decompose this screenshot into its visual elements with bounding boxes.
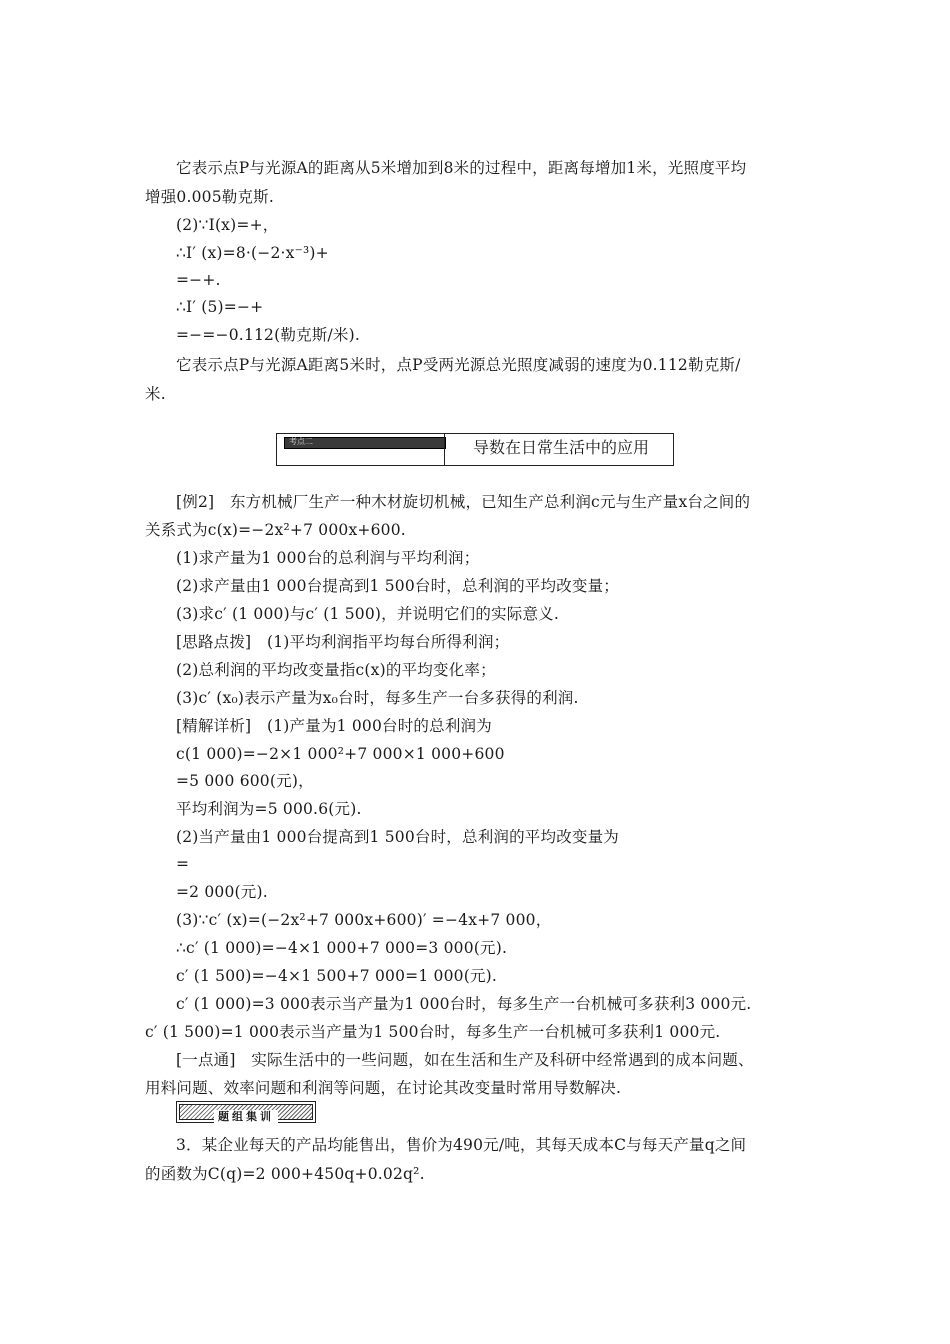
text-line: (2)当产量由1 000台提高到1 500台时，总利润的平均改变量为	[176, 828, 620, 846]
text-line: 3．某企业每天的产品均能售出，售价为490元/吨，其每天成本C与每天产量q之间	[176, 1136, 747, 1154]
text-line: ∴I′ (5)=−+	[176, 298, 264, 316]
text-line: =2 000(元).	[176, 883, 268, 901]
text-line: =5 000 600(元)，	[176, 772, 314, 790]
text-line: [精解详析] (1)产量为1 000台时的总利润为	[176, 717, 492, 735]
text-line: c′ (1 000)=3 000表示当产量为1 000台时，每多生产一台机械可多获利3 000元.	[176, 995, 752, 1013]
text-line: (3)c′ (x₀)表示产量为x₀台时，每多生产一台多获得的利润.	[176, 689, 579, 707]
text-line: c′ (1 500)=−4×1 500+7 000=1 000(元).	[176, 967, 498, 985]
text-line: =−+.	[176, 271, 221, 289]
text-line: 它表示点P与光源A的距离从5米增加到8米的过程中，距离每增加1米，光照度平均	[176, 159, 747, 177]
text-line: [思路点拨] (1)平均利润指平均每台所得利润；	[176, 633, 510, 651]
text-line: =−=−0.112(勒克斯/米).	[176, 326, 360, 344]
exercise-banner-inner	[179, 1104, 313, 1123]
text-line: (3)求c′ (1 000)与c′ (1 500)，并说明它们的实际意义.	[176, 605, 559, 623]
text-line: ∴I′ (x)=8·(−2·x⁻³)+	[176, 244, 329, 262]
text-line: 它表示点P与光源A距离5米时，点P受两光源总光照度减弱的速度为0.112勒克斯/	[176, 356, 741, 374]
text-line: 关系式为c(x)=−2x²+7 000x+600.	[145, 521, 406, 539]
text-line: 平均利润为=5 000.6(元).	[176, 800, 362, 818]
text-line: (2)求产量由1 000台提高到1 500台时，总利润的平均改变量；	[176, 577, 620, 595]
exercise-banner	[176, 1101, 316, 1123]
section-title: 导数在日常生活中的应用	[473, 438, 650, 457]
text-line: 用料问题、效率问题和利润等问题，在讨论其改变量时常用导数解决.	[145, 1079, 622, 1097]
divider	[444, 434, 445, 465]
text-line: (3)∵c′ (x)=(−2x²+7 000x+600)′ =−4x+7 000，	[176, 911, 552, 929]
text-line: ∴c′ (1 000)=−4×1 000+7 000=3 000(元).	[176, 939, 508, 957]
text-line: c′ (1 500)=1 000表示当产量为1 500台时，每多生产一台机械可多获利1 000元.	[145, 1023, 721, 1041]
section-tag	[284, 437, 446, 449]
text-line: [例2] 东方机械厂生产一种木材旋切机械，已知生产总利润c元与生产量x台之间的	[176, 493, 751, 511]
text-line: =	[176, 855, 190, 873]
text-line: 米.	[145, 385, 166, 403]
section-heading-box	[276, 433, 674, 466]
text-line: (2)总利润的平均改变量指c(x)的平均变化率；	[176, 661, 496, 679]
text-line: (2)∵I(x)=+，	[176, 216, 279, 234]
text-line: 的函数为C(q)=2 000+450q+0.02q².	[145, 1165, 425, 1183]
text-line: [一点通] 实际生活中的一些问题，如在生活和生产及科研中经常遇到的成本问题、	[176, 1051, 754, 1069]
text-line: 增强0.005勒克斯.	[145, 188, 275, 206]
exercise-banner-label: 题组集训	[214, 1110, 278, 1123]
text-line: (1)求产量为1 000台的总利润与平均利润；	[176, 549, 480, 567]
text-line: c(1 000)=−2×1 000²+7 000×1 000+600	[176, 745, 505, 763]
section-tag-label: 考点二	[289, 437, 313, 446]
